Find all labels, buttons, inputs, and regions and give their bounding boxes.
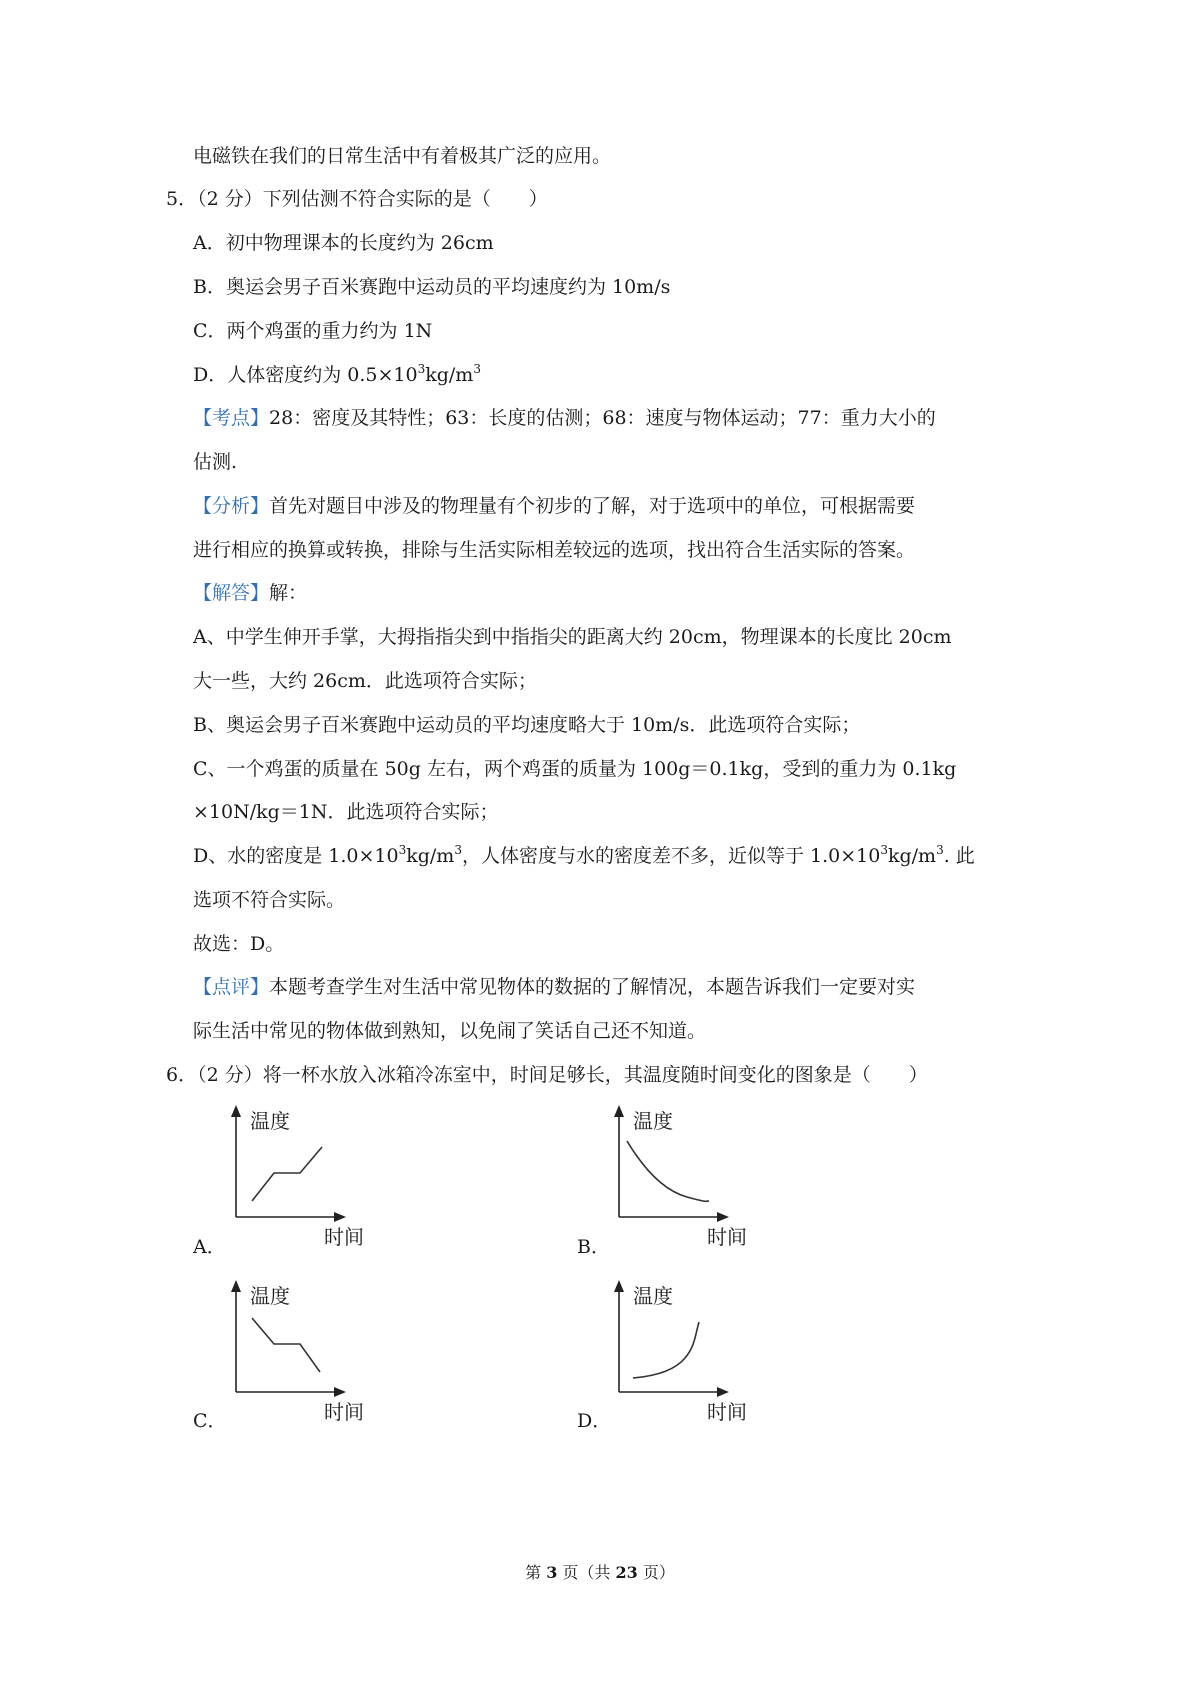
answer-d-text-c: ，人体密度与水的密度差不多，近似等于 1.0×10 [461,845,881,867]
y-axis-label: 温度 [633,1284,673,1308]
sup: 3 [473,362,481,376]
jieda-head: 解： [269,582,308,604]
footer-page-number: 3 [546,1563,558,1582]
dianping-line-2: 际生活中常见的物体做到熟知，以免闹了笑话自己还不知道。 [193,1020,707,1042]
sup: 3 [454,843,462,857]
q5-option-c: C．两个鸡蛋的重力约为 1N [193,320,433,342]
kaodian-line-2: 估测. [193,451,238,473]
y-arrow [614,1280,624,1292]
fenxi-text: 首先对题目中涉及的物理量有个初步的了解，对于选项中的单位，可根据需要 [269,495,916,517]
graph-a-letter: A． [193,1236,226,1258]
answer-b-line: B、奥运会男子百米赛跑中运动员的平均速度略大于 10m/s．此选项符合实际； [193,714,861,736]
curve-fall-plateau-fall [252,1318,320,1372]
footer-mid: 页（共 [557,1563,616,1582]
fenxi-line-1 [193,493,915,519]
dianping-text: 本题考查学生对生活中常见物体的数据的了解情况，本题告诉我们一定要对实 [269,976,916,998]
kaodian-tag: 【考点】 [193,407,270,429]
graph-c-letter: C． [193,1410,227,1432]
x-axis-label: 时间 [324,1400,364,1424]
guxuan-line: 故选：D。 [193,933,285,955]
q5-option-b: B．奥运会男子百米赛跑中运动员的平均速度约为 10m/s [193,276,671,298]
graph-b-plot [605,1105,785,1255]
y-axis-label: 温度 [250,1284,290,1308]
answer-d-text-b: kg/m [406,845,455,867]
graph-d [605,1280,785,1430]
graph-a-plot [222,1105,402,1255]
kaodian-text: 28：密度及其特性；63：长度的估测；68：速度与物体运动；77：重力大小的 [269,407,936,429]
answer-d-line-1 [193,843,975,869]
sup: 3 [417,362,426,376]
answer-c-line-1: C、一个鸡蛋的质量在 50g 左右，两个鸡蛋的质量为 100g＝0.1kg，受到的重力为 0.1kg [193,758,957,780]
dianping-tag: 【点评】 [193,976,270,998]
graph-b-letter: B． [577,1236,610,1258]
q5-option-d-unit: kg/m [425,364,474,386]
footer-total-pages: 23 [615,1563,638,1582]
x-axis-label: 时间 [707,1225,747,1249]
graph-d-letter: D． [577,1410,612,1432]
y-axis-label: 温度 [250,1109,290,1133]
intro-line: 电磁铁在我们的日常生活中有着极其广泛的应用。 [193,145,612,167]
sup: 3 [936,843,944,857]
answer-a-line-1: A、中学生伸开手掌，大拇指指尖到中指指尖的距离大约 20cm，物理课本的长度比 20cm [193,626,952,648]
answer-d-line-2: 选项不符合实际。 [193,889,346,911]
x-axis-label: 时间 [324,1225,364,1249]
jieda-tag: 【解答】 [193,582,270,604]
graph-c-plot [222,1280,402,1430]
sup: 3 [880,843,888,857]
answer-a-line-2: 大一些，大约 26cm．此选项符合实际； [193,670,537,692]
dianping-line-1 [193,974,915,1000]
jieda-line [193,580,307,606]
x-axis-label: 时间 [707,1400,747,1424]
y-arrow [231,1280,241,1292]
curve-rise-plateau-rise [252,1147,322,1201]
fenxi-line-2: 进行相应的换算或转换，排除与生活实际相差较远的选项，找出符合生活实际的答案。 [193,539,916,561]
answer-c-line-2: ×10N/kg＝1N．此选项符合实际； [193,801,499,823]
graph-c [222,1280,402,1430]
y-arrow [614,1105,624,1117]
graph-a [222,1105,402,1255]
y-axis-label: 温度 [633,1109,673,1133]
curve-decreasing [627,1141,709,1201]
y-arrow [231,1105,241,1117]
fenxi-tag: 【分析】 [193,495,270,517]
kaodian-line-1 [193,405,936,431]
page-footer [0,1560,1200,1583]
q5-option-d-text: D．人体密度约为 0.5×10 [193,364,418,386]
answer-d-text-a: D、水的密度是 1.0×10 [193,845,399,867]
footer-post: 页） [637,1563,675,1582]
graph-d-plot [605,1280,785,1430]
answer-d-text-d: kg/m [887,845,937,867]
q5-option-a: A．初中物理课本的长度约为 26cm [193,232,494,254]
q6-stem: 6．（2 分）将一杯水放入冰箱冷冻室中，时间足够长，其温度随时间变化的图象是（ ） [166,1064,928,1086]
graph-b [605,1105,785,1255]
q5-option-d [193,362,481,388]
sup: 3 [398,843,407,857]
curve-increasing [633,1322,699,1378]
q5-stem: 5．（2 分）下列估测不符合实际的是（ ） [166,188,548,210]
answer-d-text-e: . 此 [943,845,975,867]
footer-pre: 第 [525,1563,547,1582]
